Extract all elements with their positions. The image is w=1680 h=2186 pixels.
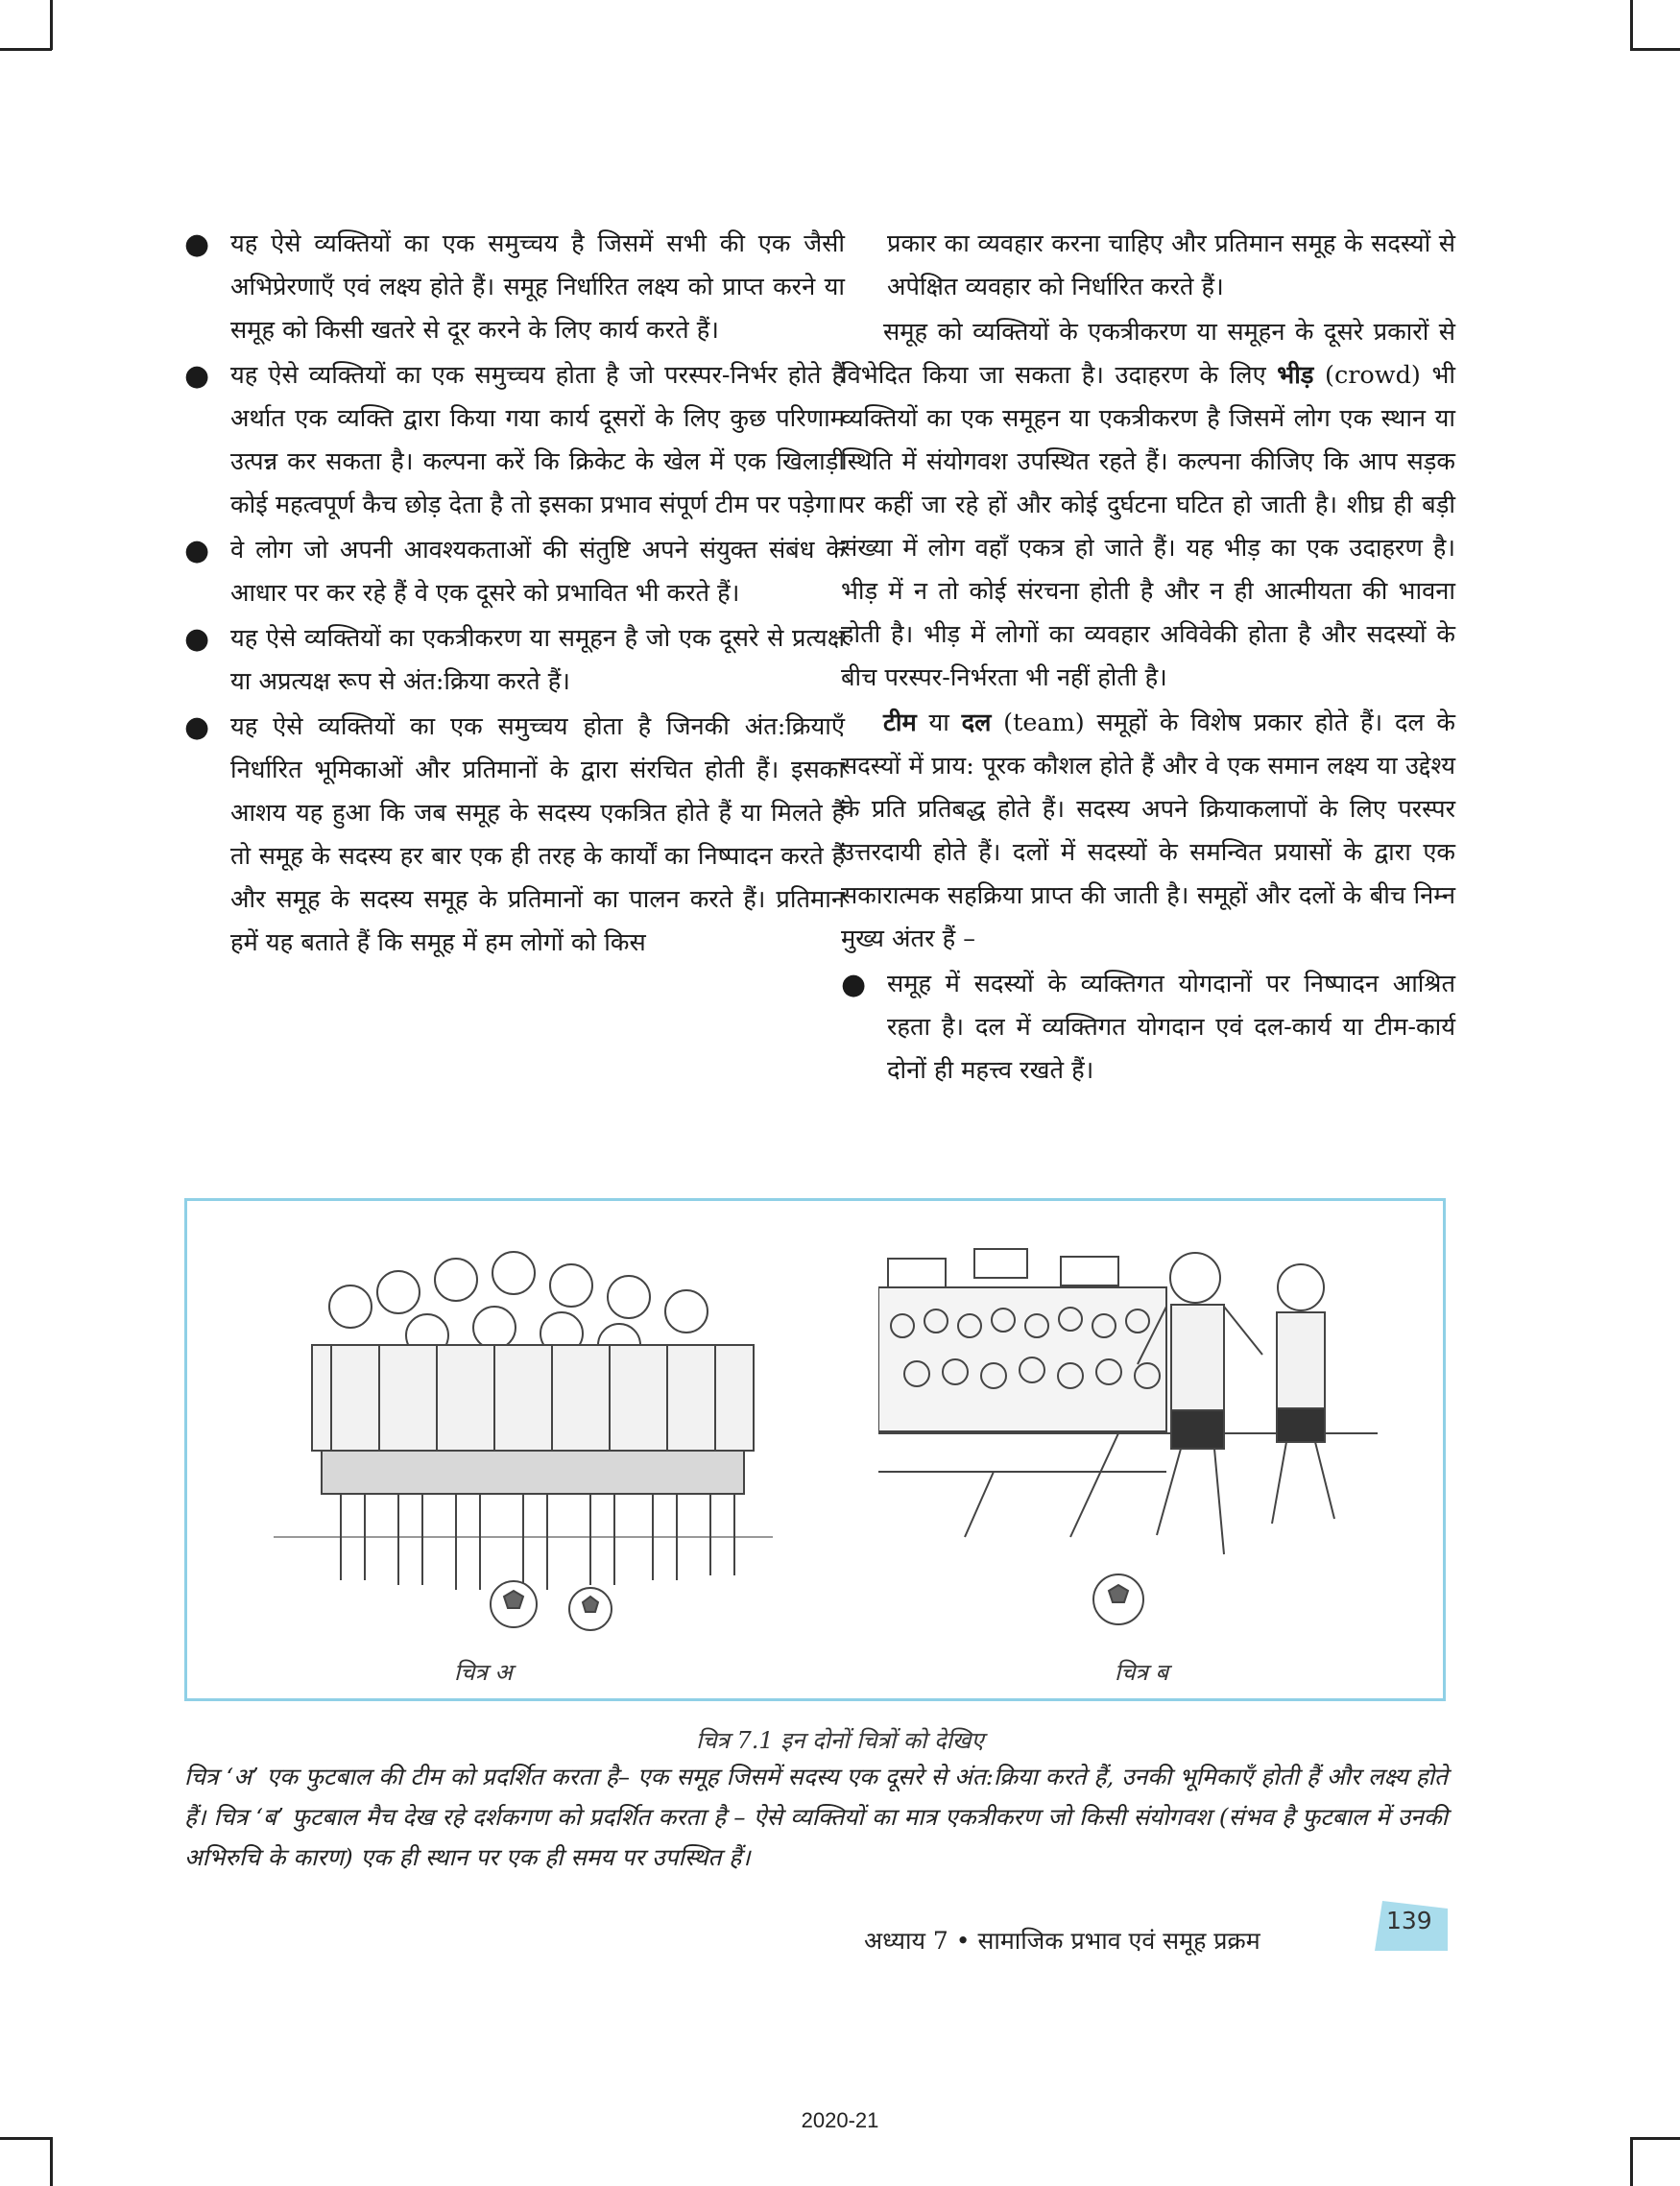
figure-description: चित्र ‘अ’ एक फुटबाल की टीम को प्रदर्शित करता है– एक समूह जिसमें सदस्य एक दूसरे से अंत:क्रिया करते हैं, उनकी भूमिकाएँ होती हैं और लक्ष्य होते हैं। चित्र ‘ब’ फुटबाल मैच देख रहे दर्शकगण को प्रदर्शित करता है – ऐसे व्यक्तियों का मात्र एकत्रीकरण जो किसी संयोगवश (संभव है फुटबाल में उनकी अभिरुचि के कारण) एक ही स्थान पर एक ही समय पर उपस्थित हैं। [184,1763,1448,1871]
bullet-icon: ● [184,710,210,744]
crop-mark-top-left-h [0,48,52,51]
list-item-text: यह ऐसे व्यक्तियों का एक समुच्चय होता है जो परस्पर-निर्भर होते हैं अर्थात एक व्यक्ति द्वारा किया गया कार्य दूसरों के लिए कुछ परिणाम उत्पन्न कर सकता है। कल्पना करें कि क्रिकेट के खेल में एक खिलाड़ी कोई महत्वपूर्ण कैच छोड़ देता है तो इसका प्रभाव संपूर्ण टीम पर पड़ेगा। [230,361,845,519]
group-definitions-list [184,223,845,965]
page-number-tab [1373,1897,1450,1955]
football-crowd-illustration [878,1220,1378,1633]
list-item-text: यह ऐसे व्यक्तियों का एक समुच्चय होता है जिनकी अंत:क्रियाएँ निर्धारित भूमिकाओं और प्रतिमानों के द्वारा संरचित होती हैं। इसका आशय यह हुआ कि जब समूह के सदस्य एकत्रित होते हैं या मिलते हैं तो समूह के सदस्य हर बार एक ही तरह के कार्यों का निष्पादन करते हैं और समूह के सदस्य समूह के प्रतिमानों का पालन करते हैं। प्रतिमान हमें यह बताते हैं कि समूह में हम लोगों को किस [230,712,845,957]
page-number: 139 [1386,1907,1432,1934]
team-rest-text: (team) समूहों के विशेष प्रकार होते हैं। दल के सदस्यों में प्राय: पूरक कौशल होते हैं और वे एक समान लक्ष्य या उद्देश्य के प्रति प्रतिबद्ध होते हैं। सदस्य अपने क्रियाकलापों के लिए परस्पर उत्तरदायी होते हैं। दलों में सदस्यों के समन्वित प्रयासों के द्वारा एक सकारात्मक सहक्रिया प्राप्त की जाती है। समूहों और दलों के बीच निम्न मुख्य अंतर हैं – [841,709,1456,953]
list-item [184,617,845,704]
figure-a-label: चित्र अ [454,1659,513,1686]
crop-mark-bottom-right-h [1630,2137,1680,2140]
crop-mark-top-right-h [1630,48,1680,51]
football-team-illustration [274,1220,773,1633]
crowd-rest-text: (crowd) भी व्यक्तियों का एक समूहन या एकत्रीकरण है जिसमें लोग एक स्थान या स्थिति में संयोगवश उपस्थित रहते हैं। कल्पना कीजिए कि आप सड़क पर कहीं जा रहे हों और कोई दुर्घटना घटित हो जाती है। शीघ्र ही बड़ी संख्या में लोग वहाँ एकत्र हो जाते हैं। यह भीड़ का एक उदाहरण है। भीड़ में न तो कोई संरचना होती है और न ही आत्मीयता की भावना होती है। भीड़ में लोगों का व्यवहार अविवेकी होता है और सदस्यों के बीच परस्पर-निर्भरता भी नहीं होती है। [841,361,1455,692]
crowd-term: भीड़ [1277,361,1314,390]
list-item-text: यह ऐसे व्यक्तियों का एक समुच्चय है जिसमें सभी की एक जैसी अभिप्रेरणाएँ एवं लक्ष्य होते हैं। समूह निर्धारित लक्ष्य को प्राप्त करने या समूह को किसी खतरे से दूर करने के लिए कार्य करते हैं। [230,229,845,345]
edition-year: 2020-21 [801,2108,879,2132]
figure-b-label: चित्र ब [1115,1659,1169,1686]
group-team-differences-list [841,963,1455,1093]
list-item [184,354,845,527]
bullet-icon: ● [184,622,210,656]
team-mid-text: या [916,709,962,737]
crowd-paragraph [841,311,1455,700]
team-paragraph [841,702,1455,961]
right-column [841,223,1455,1094]
figure-7-1 [184,1198,1446,1701]
list-item-text: यह ऐसे व्यक्तियों का एकत्रीकरण या समूहन है जो एक दूसरे से प्रत्यक्ष या अप्रत्यक्ष रूप से अंत:क्रिया करते हैं। [230,624,845,696]
team-term: टीम [883,709,917,737]
continuation-paragraph: प्रकार का व्यवहार करना चाहिए और प्रतिमान समूह के सदस्यों से अपेक्षित व्यवहार को निर्धारित करते हैं। [887,229,1455,301]
chapter-footer: अध्याय 7 • सामाजिक प्रभाव एवं समूह प्रक्रम [864,1927,1260,1955]
list-item-text: समूह में सदस्यों के व्यक्तिगत योगदानों पर निष्पादन आश्रित रहता है। दल में व्यक्तिगत योगदान एवं दल-कार्य या टीम-कार्य दोनों ही महत्त्व रखते हैं। [887,970,1455,1085]
bullet-icon: ● [841,968,867,1001]
list-item [184,223,845,352]
figure-title: चित्र 7.1 इन दोनों चित्रों को देखिए [696,1727,984,1754]
bullet-icon: ● [184,534,210,567]
crop-mark-top-left-v [50,0,53,50]
crop-mark-bottom-left-h [0,2137,52,2140]
bullet-icon: ● [184,228,210,261]
list-item-text: वे लोग जो अपनी आवश्यकताओं की संतुष्टि अपने संयुक्त संबंध के आधार पर कर रहे हैं वे एक दूसरे को प्रभावित भी करते हैं। [230,536,845,608]
crop-mark-bottom-left-v [50,2137,53,2186]
list-item [184,706,845,965]
bullet-icon: ● [184,359,210,393]
list-item [841,963,1455,1093]
crop-mark-bottom-right-v [1630,2137,1633,2186]
dal-term: दल [961,709,992,737]
crop-mark-top-right-v [1630,0,1633,50]
left-column [184,223,845,967]
list-item [184,529,845,615]
crowd-intro-text: समूह को व्यक्तियों के एकत्रीकरण या समूहन के दूसरे प्रकारों से विभेदित किया जा सकता है। उदाहरण के लिए [841,318,1455,390]
